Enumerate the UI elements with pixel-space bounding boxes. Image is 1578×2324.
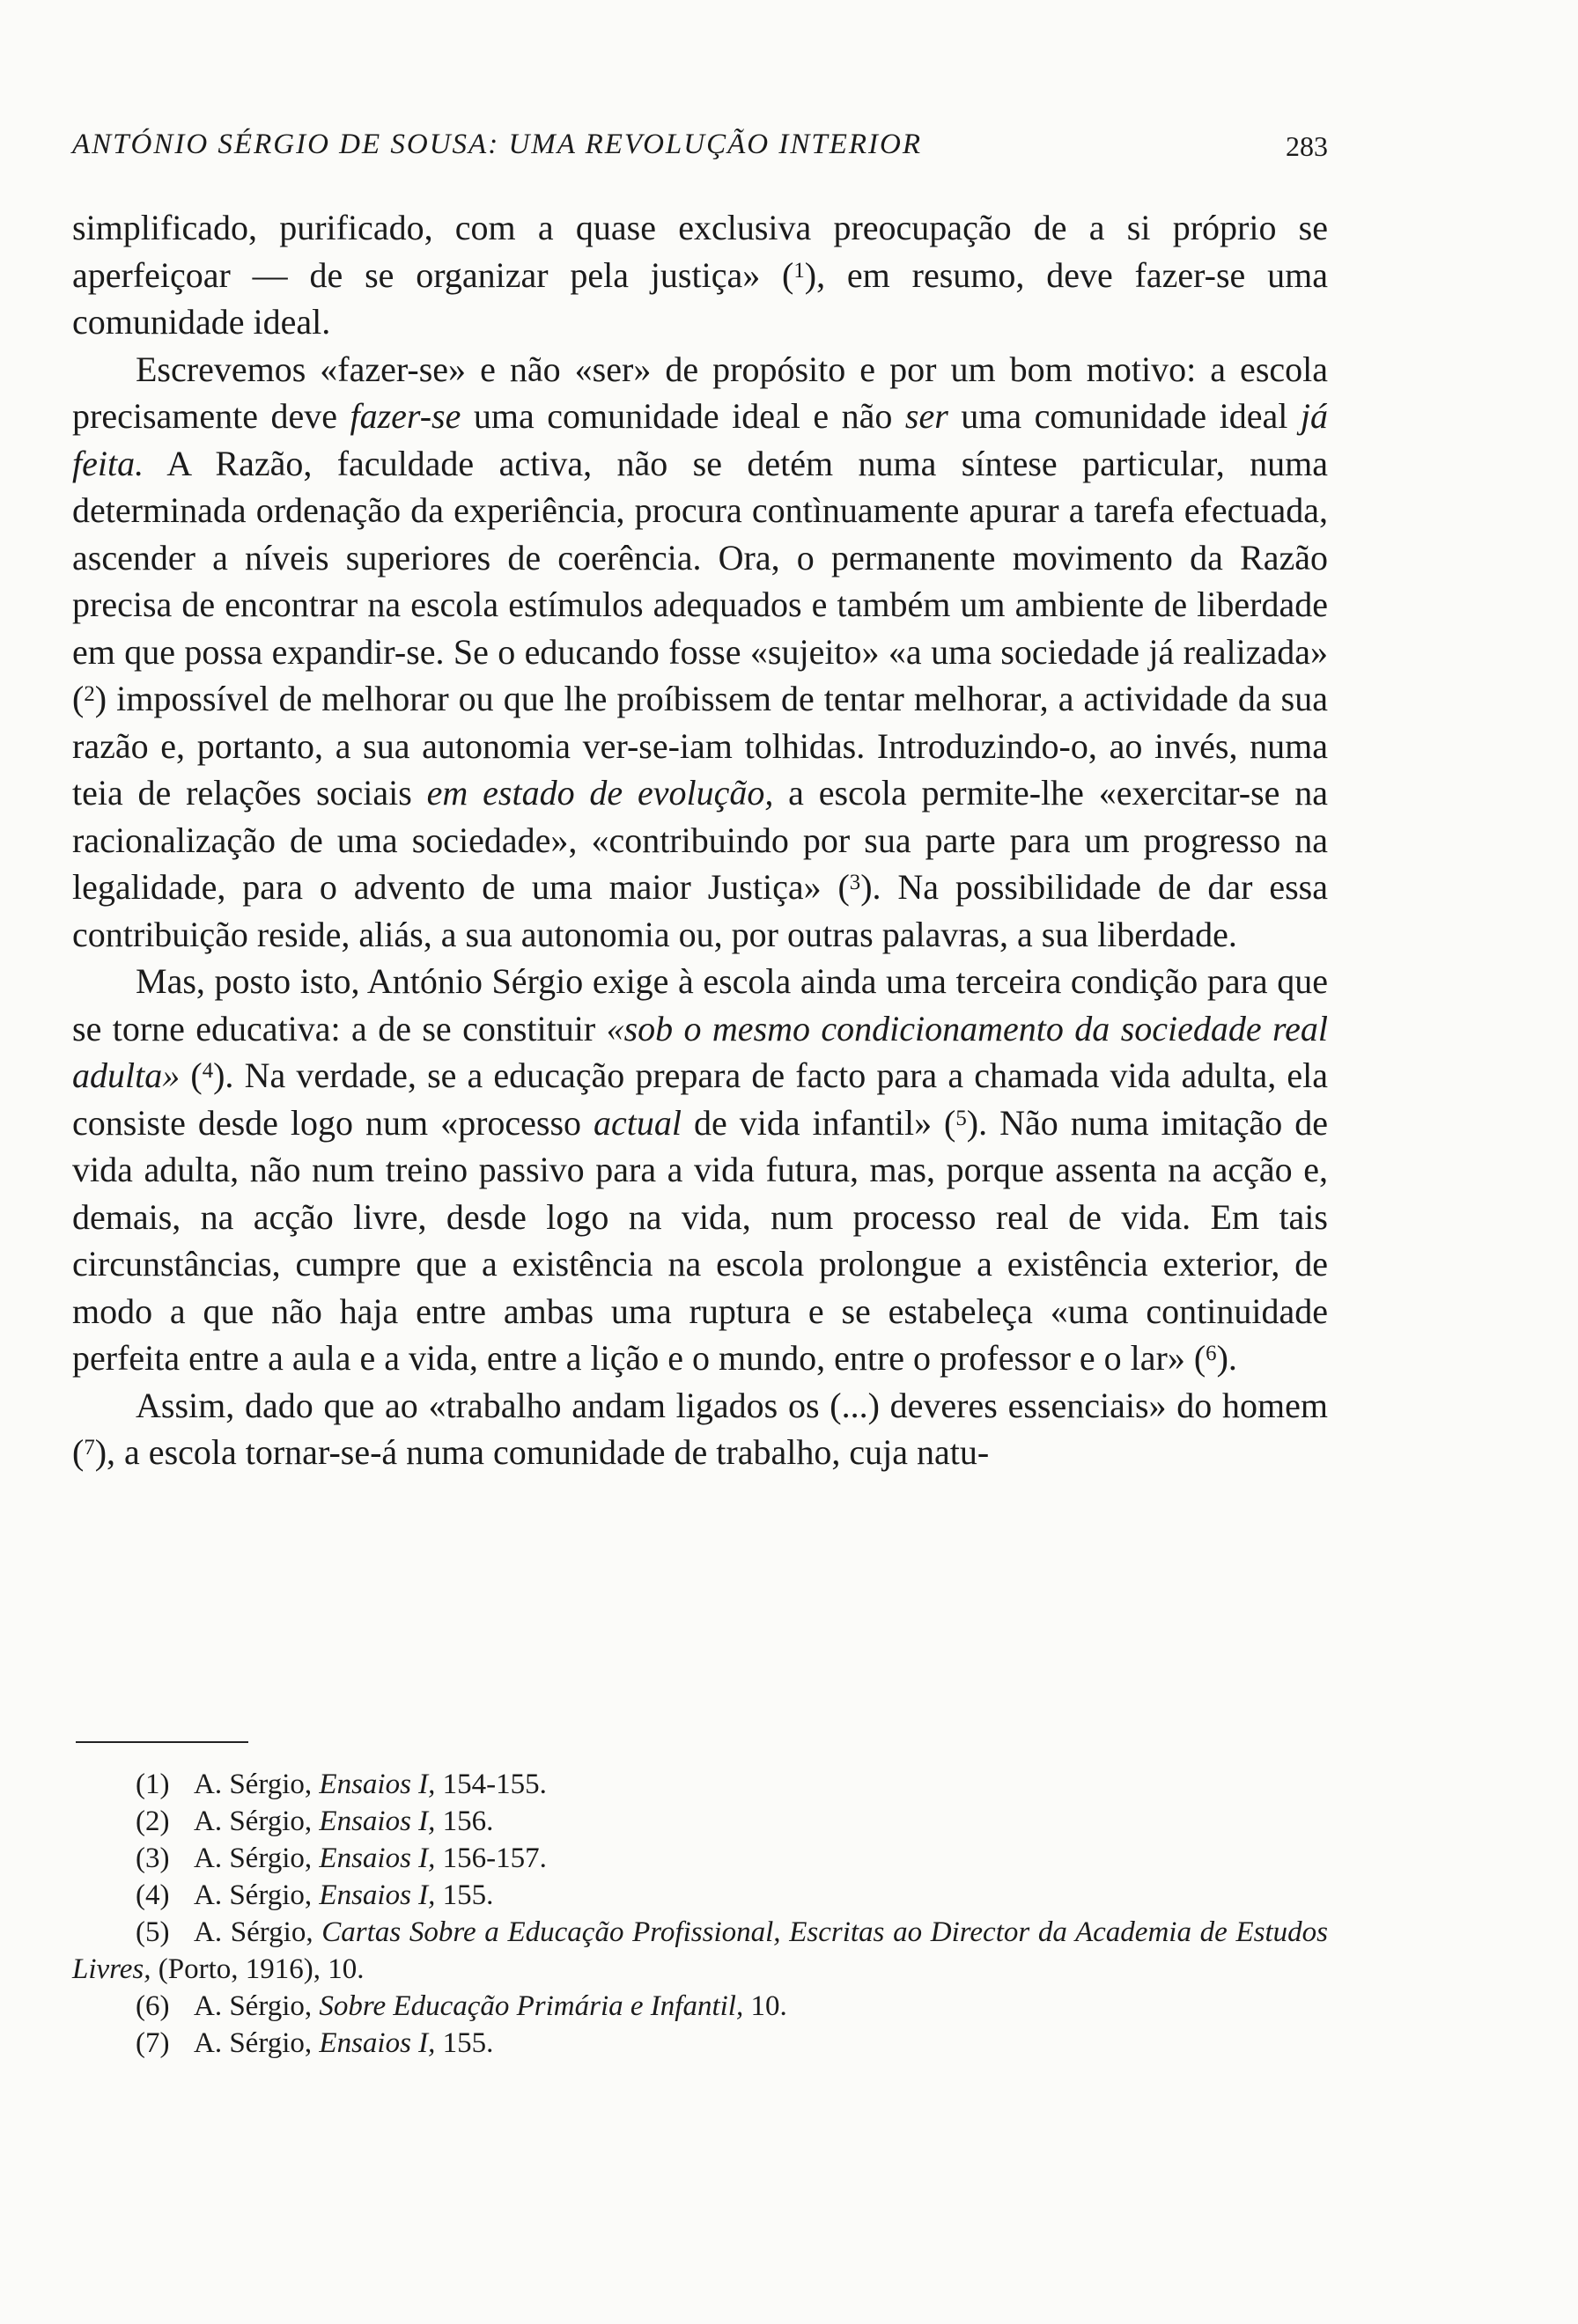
footnote-ref: 7 <box>84 1435 95 1460</box>
footnote-ref: 6 <box>1206 1341 1217 1365</box>
running-title: ANTÓNIO SÉRGIO DE SOUSA: UMA REVOLUÇÃO INTERIOR <box>72 129 922 160</box>
footnote-ref: 4 <box>202 1058 214 1083</box>
footnote: (5) A. Sérgio, Cartas Sobre a Educação Profissional, Escritas ao Director da Academia de Estudos Livres, (Porto, 1916), 10. <box>72 1916 1328 1985</box>
paragraph: Assim, dado que ao «trabalho andam ligados os (...) deveres essenciais» do homem ($^7$), a escola tornar-se-á numa comunidade de trabalho, cuja natu- <box>72 1385 1328 1472</box>
footnote-separator <box>76 1741 248 1743</box>
footnote: (4) A. Sérgio, Ensaios I, 155. <box>136 1879 494 1911</box>
footnote: (7) A. Sérgio, Ensaios I, 155. <box>136 2027 494 2059</box>
page-number: 283 <box>1286 130 1328 162</box>
body-text <box>72 204 1328 1476</box>
footnote-ref: 1 <box>793 258 805 283</box>
footnotes <box>72 1766 1328 2062</box>
paragraph: Escrevemos «fazer-se» e não «ser» de propósito e por um bom motivo: a escola precisamente deve fazer-se uma comunidade ideal e não ser uma comunidade ideal já feita. A Razão, faculdade activa, não se detém numa síntese particular, numa determinada ordenação da experiência, procura contìnuamente apurar a tarefa efectuada, ascender a níveis superiores de coerência. Ora, o permanente movimento da Razão precisa de encontrar na escola estímulos adequados e também um ambiente de liberdade em que possa expandir-se. Se o educando fosse «sujeito» «a uma sociedade já realizada» ($^2$) impossível de melhorar ou que lhe proíbissem de tentar melhorar, a actividade da sua razão e, portanto, a sua autonomia ver-se-iam tolhidas. Introduzindo-o, ao invés, numa teia de relações sociais em estado de evolução, a escola permite-lhe «exercitar-se na racionalização de uma sociedade», «contribuindo por sua parte para um progresso na legalidade, para o advento de uma maior Justiça» ($^3$). Na possibilidade de dar essa contribuição reside, aliás, a sua autonomia ou, por outras palavras, a sua liberdade. <box>72 349 1329 954</box>
running-header <box>72 129 1328 161</box>
footnote: (6) A. Sérgio, Sobre Educação Primária e Infantil, 10. <box>136 1990 787 2022</box>
footnote-ref: 3 <box>849 870 861 894</box>
footnote-ref: 2 <box>84 681 95 706</box>
paragraph: simplificado, purificado, com a quase exclusiva preocupação de a si próprio se aperfeiçoar — de se organizar pela justiça» ($^1$), em resumo, deve fazer-se uma comunidade ideal. <box>72 208 1328 342</box>
footnote: (2) A. Sérgio, Ensaios I, 156. <box>136 1806 494 1837</box>
paragraph: Mas, posto isto, António Sérgio exige à escola ainda uma terceira condição para que se torne educativa: a de se constituir «sob o mesmo condicionamento da sociedade real adulta» ($^4$). Na verdade, se a educação prepara de facto para a chamada vida adulta, ela consiste desde logo num «processo actual de vida infantil» ($^5$). Não numa imitação de vida adulta, não num treino passivo para a vida futura, mas, porque assenta na acção e, demais, na acção livre, desde logo na vida, num processo real de vida. Em tais circunstâncias, cumpre que a existência na escola prolongue a existência exterior, de modo a que não haja entre ambas uma ruptura e se estabeleça «uma continuidade perfeita entre a aula e a vida, entre a lição e o mundo, entre o professor e o lar» ($^6$). <box>72 961 1329 1378</box>
footnote: (3) A. Sérgio, Ensaios I, 156-157. <box>136 1842 547 1874</box>
footnote: (1) A. Sérgio, Ensaios I, 154-155. <box>136 1769 547 1800</box>
footnote-ref: 5 <box>955 1106 967 1130</box>
